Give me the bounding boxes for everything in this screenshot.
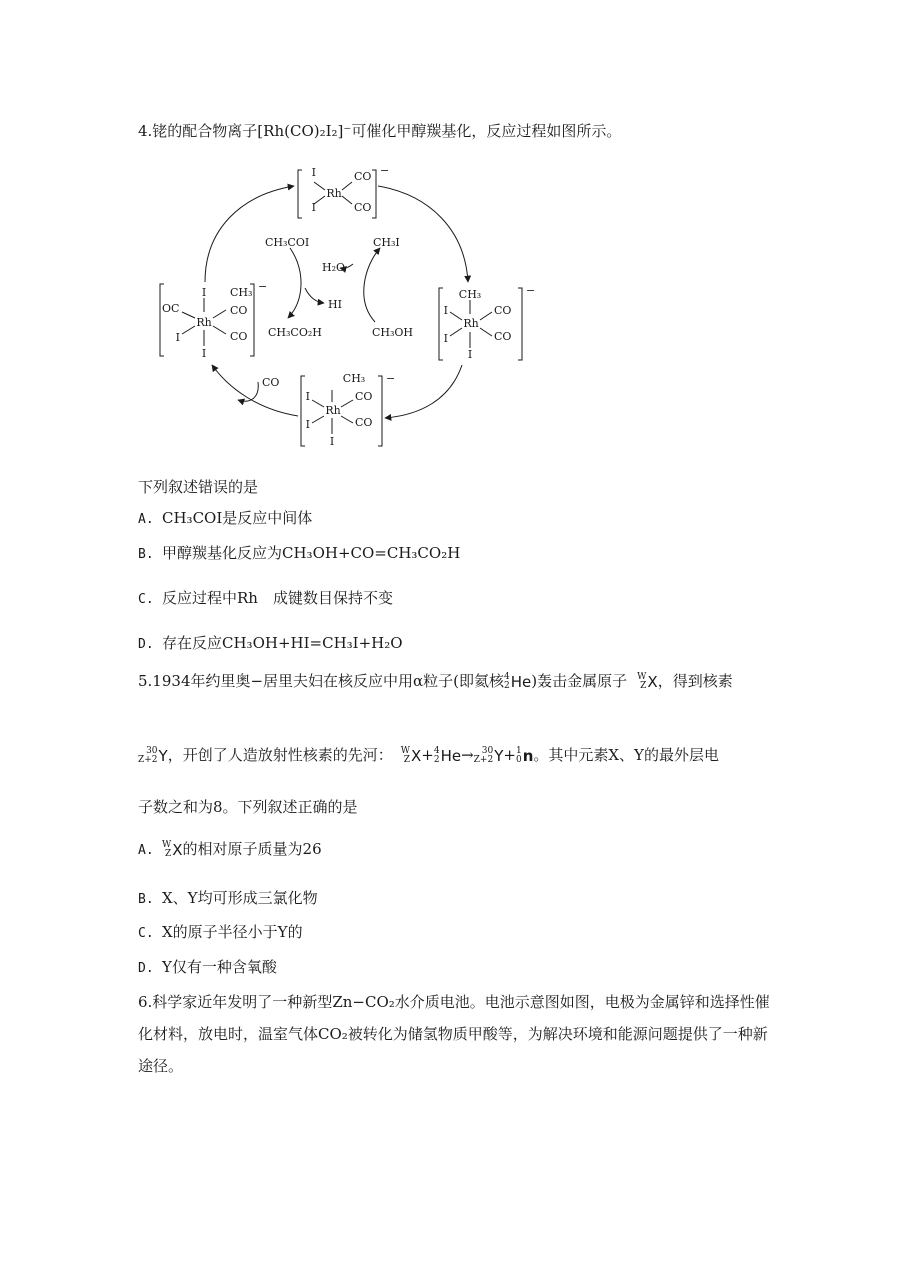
q5-line-2 [138,744,719,767]
x-symbol: X [647,673,658,691]
equation-x [401,745,422,767]
option-letter: A. [138,843,154,858]
q6-text: 6.科学家近年发明了一种新型Zn−CO₂水介质电池。电池示意图如图，电极为金属锌和选择性催化材料，放电时，温室气体CO₂被转化为储氢物质甲酸等，为解决环境和能源问题提供了一种新途径。 [138,993,770,1075]
bottom-metal: Rh [325,404,341,417]
q4-option-b [138,542,460,566]
eq-y-mass-number: 30 [481,746,494,756]
top-ligand-co-1: CO [354,170,372,183]
option-letter: B. [138,892,154,907]
option-text: 反应过程中Rh 成键数目保持不变 [162,589,393,607]
bottom-ligand-co-2: CO [355,416,373,429]
q5-text-part5: 。其中元素X、Y的最外层电 [533,746,719,764]
eq-x-symbol: X [410,747,422,765]
q5-option-c [138,921,303,945]
q5-option-a [138,838,322,862]
species-hi: HI [328,298,342,311]
left-ligand-oc: OC [162,302,180,315]
eq-he-symbol: He [440,747,462,765]
top-ligand-i-2: I [311,201,316,214]
n-mass-number: 1 [515,746,522,756]
option-letter: B. [138,547,154,562]
top-charge: − [380,164,390,177]
bottom-ligand-ch3: CH₃ [342,372,366,385]
n-symbol: n [522,747,534,765]
q4-option-d [138,632,403,656]
option-text: CH₃COI是反应中间体 [162,509,313,527]
q5-line-3: 子数之和为8。下列叙述正确的是 [138,798,358,816]
equation-y [474,745,504,767]
reaction-arrow: → [461,746,474,764]
right-ligand-i-1: I [443,304,448,317]
option-letter: D. [138,961,154,976]
eq-he-mass-number: 4 [433,746,440,756]
he-mass-number: 4 [504,672,510,682]
opt-x-atomic-number: Z [165,849,172,859]
bottom-ligand-i-2: I [305,418,310,431]
option-letter: D. [138,637,154,652]
plus-sign-2: + [503,746,516,764]
y-atomic-number: Z+2 [138,755,158,765]
y-symbol: Y [158,747,168,765]
option-letter: C. [138,592,154,607]
left-charge: − [258,280,268,293]
he-atomic-number: 2 [504,681,510,691]
species-ch3coi: CH₃COI [265,236,310,249]
option-text: Y仅有一种含氧酸 [162,958,277,976]
q4-option-c [138,587,393,611]
right-ligand-co-2: CO [494,330,512,343]
top-ligand-co-2: CO [354,201,372,214]
eq-y-atomic-number: Z+2 [473,755,494,765]
top-metal: Rh [326,187,342,200]
option-text: X的原子半径小于Y的 [162,923,303,941]
species-ch3oh: CH₃OH [372,326,414,339]
q4-prompt: 下列叙述错误的是 [138,478,259,496]
option-text: 存在反应CH₃OH+HI=CH₃I+H₂O [162,634,403,652]
equation-n [516,745,533,767]
option-text: 甲醇羰基化反应为CH₃OH+CO=CH₃CO₂H [162,544,461,562]
right-charge: − [526,284,536,297]
left-metal: Rh [196,316,212,329]
q4-stem: 4.铑的配合物离子[Rh(CO)₂I₂]⁻可催化甲醇羰基化，反应过程如图所示。 [138,122,622,140]
species-h2o: H₂O [322,261,346,274]
right-metal: Rh [463,317,479,330]
bottom-charge: − [386,372,396,385]
y-mass-number: 30 [146,746,158,756]
right-ligand-i-2: I [443,332,448,345]
eq-he-atomic-number: 2 [433,755,440,765]
q4-option-a [138,507,312,531]
eq-y-symbol: Y [494,747,504,765]
option-text: 的相对原子质量为26 [182,840,322,858]
q5-option-d [138,956,277,980]
top-ligand-i-1: I [311,166,316,179]
q5-text-part3: ，得到核素 [657,672,733,690]
option-text: X、Y均可形成三氯化物 [162,889,318,907]
species-ch3i: CH₃I [373,236,400,249]
right-ligand-co-1: CO [494,304,512,317]
plus-sign: + [421,746,434,764]
left-ligand-co-1: CO [230,304,248,317]
q5-line-1 [138,670,733,693]
n-atomic-number: 0 [515,755,522,765]
right-ligand-ch3: CH₃ [458,288,482,301]
eq-x-atomic-number: Z [403,755,410,765]
q5-text-part4: ，开创了人造放射性核素的先河： [167,746,393,764]
species-ch3co2h: CH₃CO₂H [268,326,322,339]
x-atomic-number: Z [640,681,647,691]
q5-text-part1: 5.1934年约里奥−居里夫妇在核反应中用α粒子(即氦核 [138,672,505,690]
eq-x-mass-number: W [400,746,410,756]
species-co: CO [262,376,280,389]
bottom-ligand-co-1: CO [355,390,373,403]
opt-x-mass-number: W [162,840,172,850]
q5-text-part2: )轰击金属原子 [531,672,628,690]
nuclide-x [637,671,658,693]
option-a-nuclide-x [162,839,183,861]
nuclide-he [504,671,531,693]
equation-he [434,745,461,767]
x-mass-number: W [637,672,647,682]
option-letter: C. [138,926,154,941]
option-letter: A. [138,512,154,527]
bottom-ligand-i-3: I [329,435,335,448]
left-ligand-i-top: I [201,286,207,299]
opt-x-symbol: X [172,841,183,859]
catalytic-cycle-diagram [150,160,540,455]
nuclide-y [138,745,168,767]
left-ligand-ch3: CH₃ [230,286,253,299]
right-ligand-i-3: I [467,348,473,361]
left-ligand-co-2: CO [230,330,248,343]
left-ligand-i-left: I [175,331,180,344]
bottom-ligand-i-1: I [305,390,310,403]
he-symbol: He [510,673,532,691]
q5-option-b [138,887,318,911]
left-ligand-i-bottom: I [201,347,207,360]
